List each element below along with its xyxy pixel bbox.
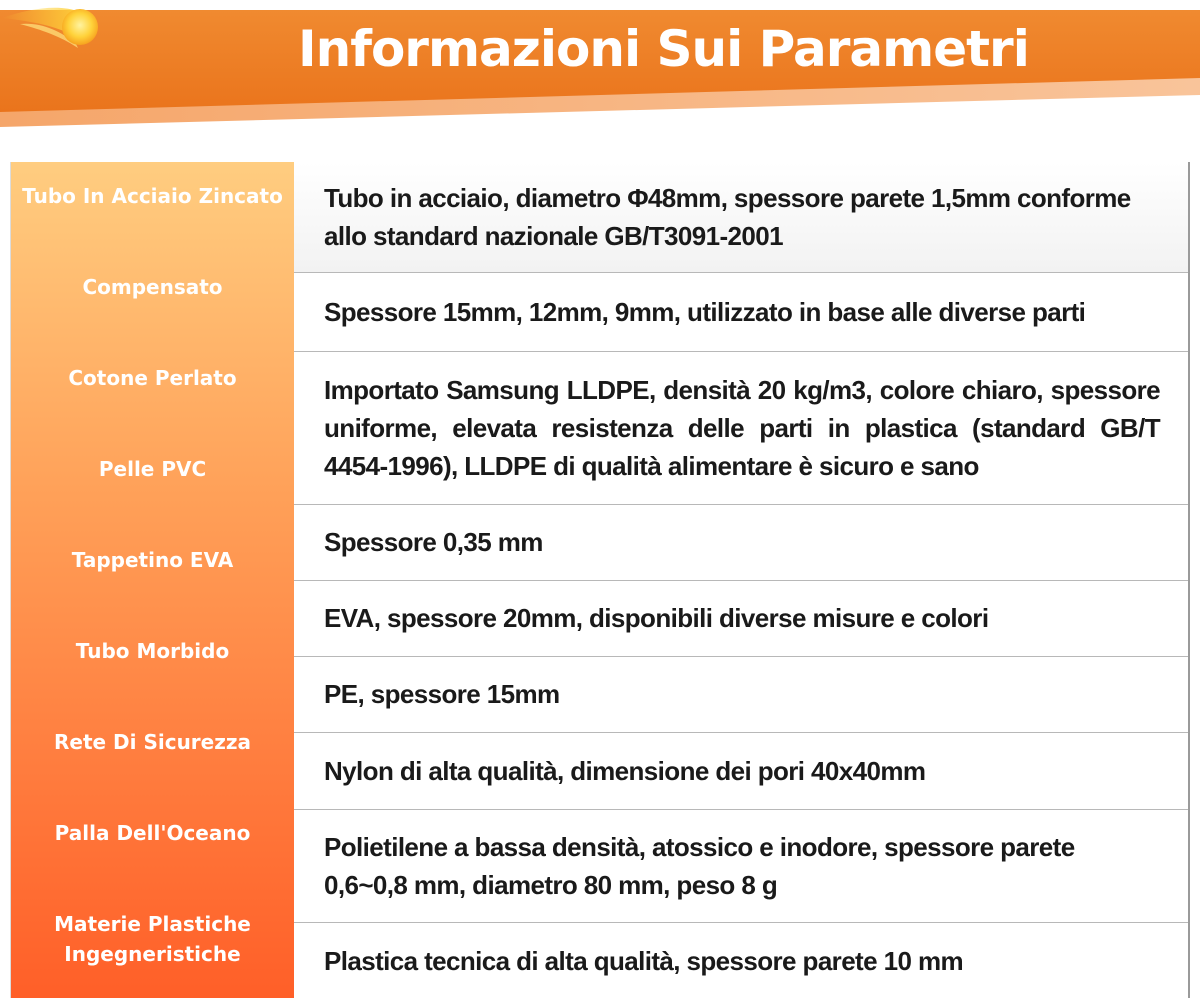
row-value-plywood: Spessore 15mm, 12mm, 9mm, utilizzato in base alle diverse parti (324, 297, 1086, 327)
label-safety-net: Rete Di Sicurezza (53, 730, 252, 754)
comet-icon (0, 0, 105, 56)
row-value-pvc-leather: Spessore 0,35 mm (324, 527, 543, 557)
table-row (294, 162, 1188, 273)
label-engineering-plastics-line2: Ingegneristiche (64, 942, 241, 966)
row-value-engineering-plastics: Plastica tecnica di alta qualità, spessore parete 10 mm (324, 945, 963, 976)
parameters-table (10, 162, 1190, 998)
row-value-safety-net: Nylon di alta qualità, dimensione dei pori 40x40mm (324, 756, 926, 786)
page-title: Informazioni Sui Parametri (298, 20, 1029, 78)
row-value-ocean-ball: Polietilene a bassa densità, atossico e inodore, spessore parete 0,6~0,8 mm, diametro 80 mm, peso 8 g (324, 832, 1075, 900)
label-plywood: Compensato (82, 275, 223, 299)
table-row (294, 581, 1188, 657)
table-row (294, 273, 1188, 352)
label-soft-tube: Tubo Morbido (75, 639, 230, 663)
label-pearl-cotton: Cotone Perlato (68, 366, 237, 390)
label-ocean-ball: Palla Dell'Oceano (54, 821, 251, 845)
label-eva-mat: Tappetino EVA (71, 548, 234, 572)
header-banner (0, 0, 1200, 140)
table-row (294, 505, 1188, 581)
label-pvc-leather: Pelle PVC (98, 457, 207, 481)
table-row (294, 923, 1188, 998)
row-value-galvanized-pipe: Tubo in acciaio, diametro Φ48mm, spessore parete 1,5mm conforme allo standard nazionale GB/T3091-2001 (324, 183, 1131, 251)
label-engineering-plastics-line1: Materie Plastiche (54, 912, 251, 936)
table-row (294, 810, 1188, 923)
table-row (294, 733, 1188, 810)
parameter-values-column (294, 162, 1188, 998)
row-value-soft-tube: PE, spessore 15mm (324, 679, 560, 709)
table-row (294, 657, 1188, 733)
row-value-pearl-cotton: Importato Samsung LLDPE, densità 20 kg/m3, colore chiaro, spessore uniforme, elevata resistenza delle parti in plastica (standard GB/T 4454-1996), LLDPE di qualità alimentare è sicuro e sano (324, 375, 1160, 481)
table-row (294, 352, 1188, 505)
row-value-eva-mat: EVA, spessore 20mm, disponibili diverse misure e colori (324, 603, 989, 633)
parameter-labels-column (11, 162, 294, 998)
label-galvanized-pipe: Tubo In Acciaio Zincato (22, 184, 283, 208)
